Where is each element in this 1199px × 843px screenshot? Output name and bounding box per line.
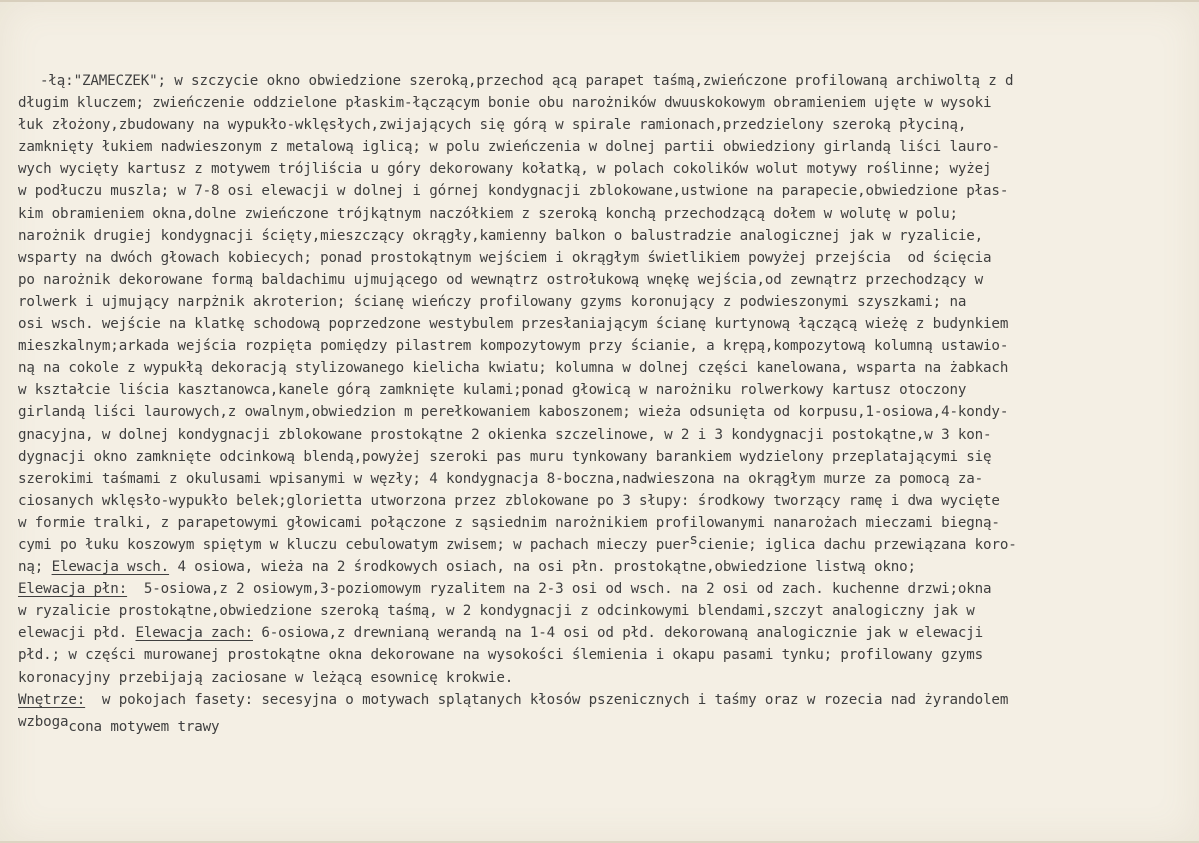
text-line xyxy=(18,667,1194,689)
text-line xyxy=(18,446,1194,468)
text-segment: dygnacji okno zamknięte odcinkową blendą,powyżej szeroki pas muru tynkowany barankiem wydzielony przeplatającymi się xyxy=(18,448,992,465)
text-line xyxy=(18,512,1194,534)
section-heading: Elewacja wsch. xyxy=(51,559,170,576)
text-segment: w podłuczu muszla; w 7-8 osi elewacji w dolnej i górnej kondygnacji zblokowane,ustwione na parapecie,obwiedzione płas- xyxy=(18,183,1009,200)
text-segment: wsparty na dwóch głowach kobiecych; ponad prostokątnym wejściem i okrągłym świetlikiem powyżej przejścia od ścięcia xyxy=(18,249,992,266)
text-segment: mieszkalnym;arkada wejścia rozpięta pomiędzy pilastrem kompozytowym przy ścianie, a krępą,kompozytową kolumną ustawio- xyxy=(18,338,1009,355)
typewritten-text-block xyxy=(18,70,1194,733)
text-line xyxy=(18,92,1194,114)
text-line xyxy=(18,357,1194,379)
text-segment: 4 osiowa, wieża na 2 środkowych osiach, na osi płn. prostokątne,obwiedzione listwą okno; xyxy=(169,559,916,576)
text-segment: elewacji płd. xyxy=(18,625,136,642)
text-segment: 6-osiowa,z drewnianą werandą na 1-4 osi od płd. dekorowaną analogicznie jak w elewacji xyxy=(252,625,984,642)
text-segment: cymi po łuku koszowym spiętym w kluczu cebulowatym zwisem; w pachach mieczy puer xyxy=(18,536,690,553)
text-line xyxy=(18,531,1194,556)
text-segment: w formie tralki, z parapetowymi głowicami połączone z sąsiednim narożnikiem profilowanymi nanarożach mieczami biegną- xyxy=(18,514,1000,531)
text-segment: wych wycięty kartusz z motywem trójliścia u góry dekorowany kołatką, w polach cokolików wolut motywy roślinne; wyżej xyxy=(18,161,992,178)
text-line xyxy=(18,114,1194,136)
text-line xyxy=(18,711,1194,733)
text-line xyxy=(18,335,1194,357)
text-line xyxy=(18,247,1194,269)
text-line xyxy=(18,313,1194,335)
text-segment: -łą:"ZAMECZEK"; w szczycie okno obwiedzione szeroką,przechod ącą parapet taśmą,zwieńczone profilowaną archiwoltą z d xyxy=(40,73,1014,89)
text-line xyxy=(18,158,1194,180)
section-heading: Wnętrze: xyxy=(18,691,86,708)
text-line xyxy=(18,136,1194,158)
text-line xyxy=(18,269,1194,291)
text-segment: cienie; iglica dachu przewiązana koro- xyxy=(697,536,1017,553)
page-top-edge xyxy=(0,0,1199,2)
text-segment: płd.; w części murowanej prostokątne okna dekorowane na wysokości ślemienia i okapu pasami tynku; profilowany gzyms xyxy=(18,647,984,664)
text-line xyxy=(18,689,1194,711)
text-segment: rolwerk i ujmujący narpżnik akroterion; ścianę wieńczy profilowany gzyms koronujący z podwieszonymi szyszkami; na xyxy=(18,293,967,310)
text-line xyxy=(18,578,1194,600)
text-segment: koronacyjny przebijają zaciosane w leżącą esownicę krokwie. xyxy=(18,669,514,686)
text-line xyxy=(18,556,1194,578)
text-line xyxy=(18,490,1194,512)
text-segment: zamknięty łukiem nadwieszonym z metalową iglicą; w polu zwieńczenia w dolnej partii obwiedziony girlandą liści lauro- xyxy=(18,139,1000,156)
text-segment: ciosanych wklęsło-wypukło belek;glorietta utworzona przez zblokowane po 3 słupy: środkowy tworzący ramę i dwa wycięte xyxy=(18,492,1000,509)
text-line xyxy=(18,203,1194,225)
text-line xyxy=(18,644,1194,666)
text-line xyxy=(18,291,1194,313)
text-segment: szerokimi taśmami z okulusami wpisanymi w węzły; 4 kondygnacja 8-boczna,nadwieszona na okrągłym murze za pomocą za- xyxy=(18,470,984,487)
text-segment: ną; xyxy=(18,559,52,576)
text-line xyxy=(18,622,1194,644)
text-segment: łuk złożony,zbudowany na wypukło-wklęsłych,zwijających się górą w spirale ramionach,przedzielony szeroką płyciną, xyxy=(18,117,967,134)
text-line xyxy=(18,424,1194,446)
text-segment: ną na cokole z wypukłą dekoracją stylizowanego kielicha kwiatu; kolumna w dolnej części kanelowana, wsparta na żabkach xyxy=(18,360,1009,377)
section-heading: Elewacja zach: xyxy=(135,625,253,642)
text-segment: s xyxy=(689,531,698,548)
text-line xyxy=(18,70,1194,92)
text-line xyxy=(18,401,1194,423)
text-segment: w kształcie liścia kasztanowca,kanele górą zamknięte kulami;ponad głowicą w narożniku rolwerkowy kartusz otoczony xyxy=(18,382,967,399)
text-segment: kim obramieniem okna,dolne zwieńczone trójkątnym naczółkiem z szeroką konchą przechodzącą dołem w wolutę w polu; xyxy=(18,205,958,222)
text-segment: osi wsch. wejście na klatkę schodową poprzedzone westybulem przesłaniającym ścianę kurtynową łączącą wieżę z budynkiem xyxy=(18,316,1009,333)
text-segment: w pokojach fasety: secesyjna o motywach splątanych kłosów pszenicznych i taśmy oraz w rozecia nad żyrandolem xyxy=(85,691,1009,708)
text-segment: 5-osiowa,z 2 osiowym,3-poziomowym ryzalitem na 2-3 osi od wsch. na 2 osi od zach. kuchenne drzwi;okna xyxy=(127,581,992,598)
text-segment: gnacyjna, w dolnej kondygnacji zblokowane prostokątne 2 okienka szczelinowe, w 2 i 3 kondygnacji postokątne,w 3 kon- xyxy=(18,426,992,443)
text-line xyxy=(18,180,1194,202)
text-segment: wzboga xyxy=(18,713,69,730)
text-segment: cona motywem trawy xyxy=(68,718,220,735)
text-segment: girlandą liści laurowych,z owalnym,obwiedzion m perełkowaniem kaboszonem; wieża odsunięta od korpusu,1-osiowa,4-kondy- xyxy=(18,404,1009,421)
text-line xyxy=(18,468,1194,490)
text-segment: długim kluczem; zwieńczenie oddzielone płaskim-łączącym bonie obu narożników dwuuskokowym obramieniem ujęte w wysoki xyxy=(18,95,992,112)
text-segment: w ryzalicie prostokątne,obwiedzione szeroką taśmą, w 2 kondygnacji z odcinkowymi blendami,szczyt analogiczny jak w xyxy=(18,603,975,620)
section-heading: Elewacja płn: xyxy=(18,581,128,598)
text-line xyxy=(18,379,1194,401)
text-line xyxy=(18,225,1194,247)
text-line xyxy=(18,600,1194,622)
text-segment: po narożnik dekorowane formą baldachimu ujmującego od wewnątrz ostrołukową wnękę wejścia,od zewnątrz przechodzący w xyxy=(18,271,984,288)
text-segment: narożnik drugiej kondygnacji ścięty,mieszczący okrągły,kamienny balkon o balustradzie analogicznej jak w ryzalicie, xyxy=(18,227,984,244)
